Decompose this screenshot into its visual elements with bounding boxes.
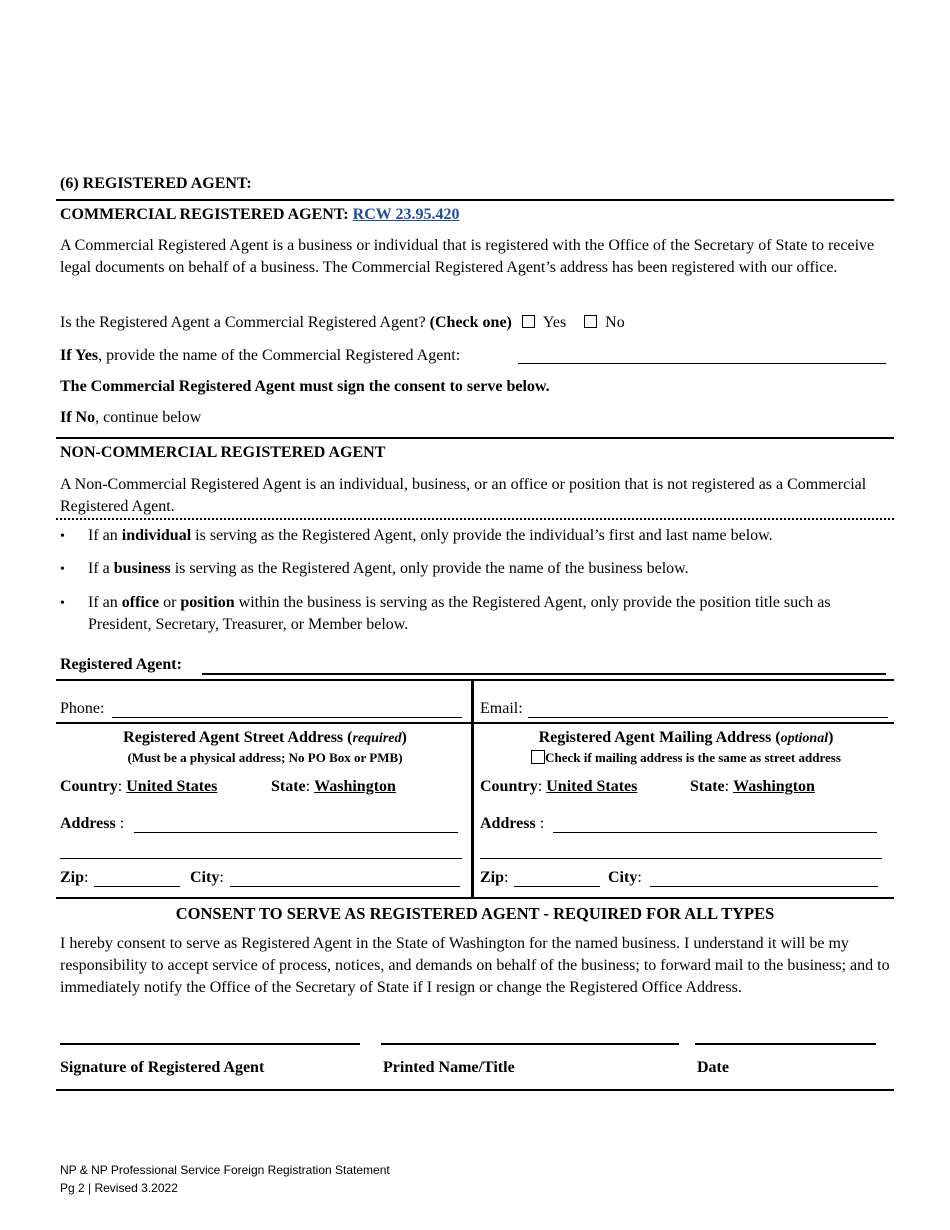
mailing-city-row: City:: [608, 869, 642, 886]
bullet-bold: office: [121, 594, 160, 611]
no-label: No: [605, 314, 625, 331]
street-address-title: [60, 729, 470, 747]
box-center-divider: [471, 679, 474, 898]
box-bottom-border: [56, 897, 894, 899]
street-address-field-line2[interactable]: [60, 858, 462, 859]
mailing-title-italic: optional: [780, 731, 829, 746]
street-address-row: Address :: [60, 815, 125, 832]
email-label: Email:: [480, 700, 523, 717]
box-row-divider: [56, 722, 894, 724]
commercial-agent-name-field[interactable]: [518, 363, 886, 364]
divider: [56, 199, 894, 201]
street-city-field[interactable]: [230, 886, 460, 887]
if-no-line: [60, 409, 201, 427]
street-zip-row: Zip:: [60, 869, 89, 886]
street-address-subtitle: (Must be a physical address; No PO Box or PMB): [127, 750, 403, 765]
mailing-title-text: Registered Agent Mailing Address (: [538, 729, 781, 746]
bullet-bold: individual: [121, 527, 192, 544]
mailing-country: Country: United States: [480, 778, 638, 795]
commercial-heading-text: COMMERCIAL REGISTERED AGENT:: [60, 206, 353, 223]
dotted-divider: [56, 518, 894, 520]
printed-name-field[interactable]: [381, 1043, 679, 1045]
state-label: State: [271, 778, 306, 795]
bullet-pre: If an: [88, 594, 122, 611]
commercial-heading: [60, 206, 459, 224]
mailing-address-row: Address :: [480, 815, 545, 832]
signature-label: Signature of Registered Agent: [60, 1059, 265, 1076]
street-title-close: ): [401, 729, 407, 746]
mailing-same-row: [478, 750, 894, 766]
mailing-address-field-line2[interactable]: [480, 858, 882, 859]
section-title: (6) REGISTERED AGENT:: [60, 175, 252, 192]
state-value: Washington: [314, 778, 396, 795]
bullet-item-business: [88, 558, 888, 580]
bullet-icon: •: [60, 596, 65, 611]
no-checkbox[interactable]: [584, 315, 597, 328]
box-top-border: [56, 679, 894, 681]
if-yes-bold: If Yes: [60, 347, 99, 364]
must-sign-note: The Commercial Registered Agent must sign the consent to serve below.: [60, 378, 550, 395]
zip-label: Zip: [60, 869, 85, 886]
divider: [56, 1089, 894, 1091]
registered-agent-label: Registered Agent:: [60, 656, 182, 673]
bullet-mid: or: [159, 594, 181, 611]
state-label: State: [690, 778, 725, 795]
printed-name-label: Printed Name/Title: [383, 1059, 515, 1076]
state-value: Washington: [733, 778, 815, 795]
noncommercial-heading: NON-COMMERCIAL REGISTERED AGENT: [60, 444, 386, 461]
city-label: City: [608, 869, 638, 886]
street-country: Country: United States: [60, 778, 218, 795]
consent-heading: CONSENT TO SERVE AS REGISTERED AGENT - REQUIRED FOR ALL TYPES: [175, 904, 775, 923]
street-city-row: City:: [190, 869, 224, 886]
if-no-text: , continue below: [95, 409, 202, 426]
date-label: Date: [697, 1059, 729, 1076]
question-text: Is the Registered Agent a Commercial Registered Agent?: [60, 314, 430, 331]
mailing-same-label: Check if mailing address is the same as street address: [545, 750, 841, 765]
city-label: City: [190, 869, 220, 886]
bullet-post: within the business is serving as the Registered Agent, only provide the position title such as President, Secretary, Treasurer, or Member below.: [88, 594, 831, 633]
country-value: United States: [546, 778, 638, 795]
consent-text: I hereby consent to serve as Registered Agent in the State of Washington for the named business. I understand it will be my responsibility to accept service of process, notices, and demands on behalf of the business; to forward mail to the business; and to immediately notify the Office of the Secretary of State if I resign or change the Registered Office Address.: [60, 935, 890, 996]
address-label: Address: [60, 815, 116, 832]
bullet-icon: •: [60, 529, 65, 544]
bullet-post: is serving as the Registered Agent, only provide the individual’s first and last name below.: [191, 527, 773, 544]
registered-agent-field[interactable]: [202, 673, 886, 675]
address-label: Address: [480, 815, 536, 832]
bullet-bold: business: [113, 560, 171, 577]
street-title-italic: required: [352, 731, 402, 746]
bullet-pre: If a: [88, 560, 114, 577]
footer-title: NP & NP Professional Service Foreign Registration Statement: [60, 1163, 390, 1177]
check-one-label: (Check one): [429, 314, 512, 331]
rcw-link[interactable]: RCW 23.95.420: [352, 206, 460, 223]
mailing-address-field[interactable]: [553, 832, 877, 833]
street-zip-field[interactable]: [94, 886, 180, 887]
if-no-bold: If No: [60, 409, 96, 426]
mailing-address-title: [478, 729, 894, 747]
bullet-item-individual: [88, 525, 888, 547]
bullet-icon: •: [60, 562, 65, 577]
mailing-zip-field[interactable]: [514, 886, 600, 887]
country-label: Country: [480, 778, 538, 795]
zip-label: Zip: [480, 869, 505, 886]
country-value: United States: [126, 778, 218, 795]
mailing-zip-row: Zip:: [480, 869, 509, 886]
street-state: State: Washington: [271, 778, 396, 795]
mailing-city-field[interactable]: [650, 886, 878, 887]
noncommercial-description: A Non-Commercial Registered Agent is an individual, business, or an office or position that is not registered as a Commercial Registered Agent.: [60, 476, 867, 515]
street-address-field[interactable]: [134, 832, 458, 833]
date-field[interactable]: [695, 1043, 876, 1045]
email-field[interactable]: [528, 717, 888, 718]
if-yes-line: [60, 347, 460, 365]
phone-label: Phone:: [60, 700, 105, 717]
mailing-state: State: Washington: [690, 778, 815, 795]
yes-checkbox[interactable]: [522, 315, 535, 328]
bullet-item-office: [88, 592, 888, 636]
mailing-same-checkbox[interactable]: [531, 750, 545, 764]
bullet-pre: If an: [88, 527, 122, 544]
bullet-post: is serving as the Registered Agent, only provide the name of the business below.: [170, 560, 689, 577]
mailing-title-close: ): [828, 729, 834, 746]
commercial-question: [60, 314, 625, 332]
phone-field[interactable]: [112, 717, 462, 718]
street-title-text: Registered Agent Street Address (: [123, 729, 353, 746]
divider: [56, 437, 894, 439]
bullet-bold: position: [180, 594, 235, 611]
footer-page: Pg 2 | Revised 3.2022: [60, 1181, 178, 1195]
signature-field[interactable]: [60, 1043, 360, 1045]
country-label: Country: [60, 778, 118, 795]
commercial-description: A Commercial Registered Agent is a business or individual that is registered with the Office of the Secretary of State to receive legal documents on behalf of a business. The Commercial Registered Agent’s address has been registered with our office.: [60, 237, 875, 276]
yes-label: Yes: [542, 314, 567, 331]
if-yes-text: , provide the name of the Commercial Registered Agent:: [98, 347, 461, 364]
